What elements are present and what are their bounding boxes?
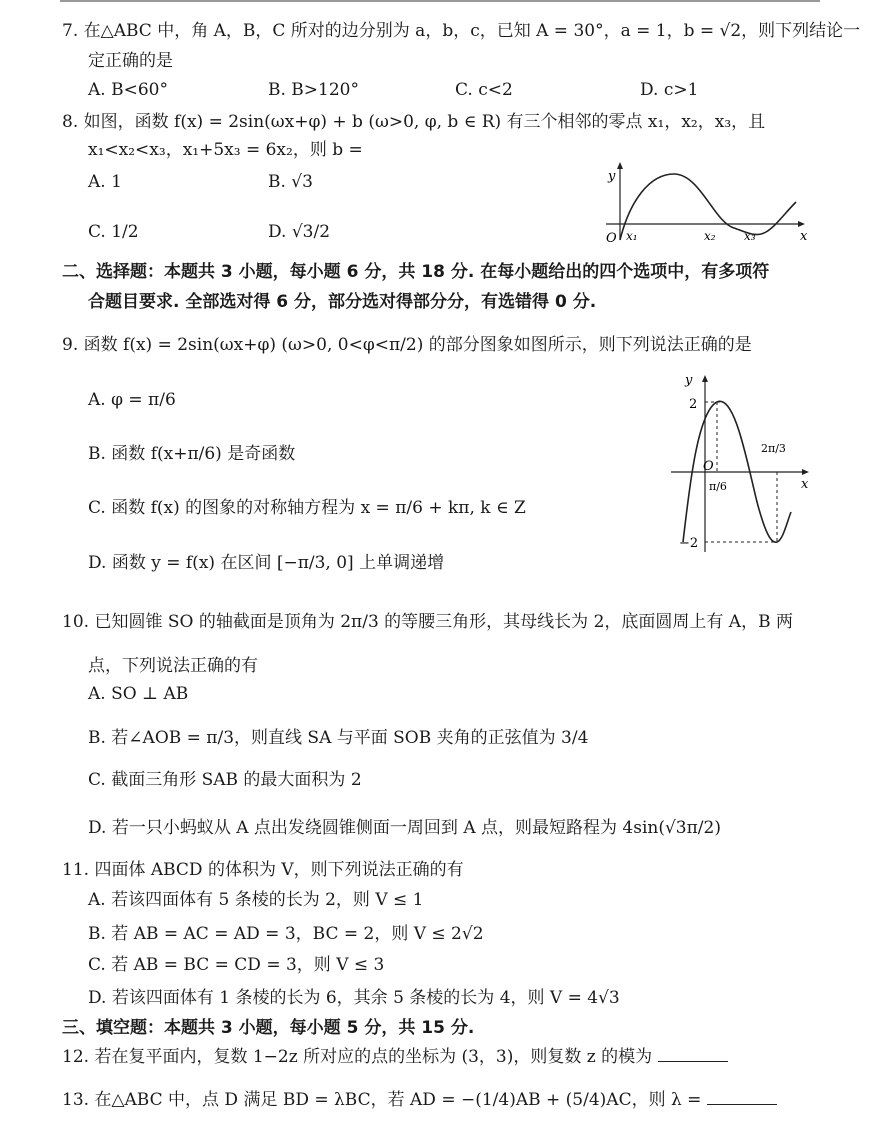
q13-text: 13. 在△ABC 中，点 D 满足 BD = λBC，若 AD = −(1/4)AB + (5/4)AC，则 λ = — [62, 1090, 702, 1110]
q9-option-a: A. φ = π/6 — [88, 390, 176, 410]
q8-option-b: B. √3 — [268, 172, 313, 192]
q12-answer-blank[interactable] — [658, 1047, 728, 1062]
section2-heading-line1: 二、选择题：本题共 3 小题，每小题 6 分，共 18 分. 在每小题给出的四个选项中，有多项符 — [62, 262, 770, 282]
q8-option-a: A. 1 — [88, 172, 122, 192]
q8-x-arrow — [798, 221, 805, 227]
q8-option-d: D. √3/2 — [268, 222, 331, 242]
q7-stem-line2: 定正确的是 — [88, 51, 173, 71]
q9-origin-label: O — [703, 459, 714, 474]
top-rule — [60, 0, 820, 2]
q9-graph — [665, 372, 815, 557]
q8-graph — [596, 160, 811, 250]
q9-x-arrow — [802, 469, 809, 475]
q11-stem: 11. 四面体 ABCD 的体积为 V，则下列说法正确的有 — [62, 860, 464, 880]
q8-option-c: C. 1/2 — [88, 222, 139, 242]
q11-option-c: C. 若 AB = BC = CD = 3，则 V ≤ 3 — [88, 955, 385, 975]
q13-answer-blank[interactable] — [707, 1090, 777, 1105]
q10-stem-line2: 点，下列说法正确的有 — [88, 656, 258, 676]
q8-x-label: x — [800, 229, 808, 244]
section2-heading-line2: 合题目要求. 全部选对得 6 分，部分选对得部分分，有选错得 0 分. — [88, 292, 597, 312]
q7-option-d: D. c>1 — [640, 80, 699, 100]
q10-option-c: C. 截面三角形 SAB 的最大面积为 2 — [88, 770, 362, 790]
q8-x2-label: x₂ — [704, 229, 716, 243]
q8-stem-line1: 8. 如图，函数 f(x) = 2sin(ωx+φ) + b (ω>0, φ, b ∈ R) 有三个相邻的零点 x₁，x₂，x₃，且 — [62, 112, 766, 132]
q9-ymax-label: 2 — [689, 397, 698, 412]
q8-x1-label: x₁ — [626, 229, 638, 243]
q9-x-label: x — [801, 477, 809, 492]
q8-x3-label: x₃ — [744, 229, 756, 243]
q8-y-label: y — [608, 169, 616, 184]
q9-2pi3-label: 2π/3 — [761, 442, 786, 455]
q8-origin-label: O — [606, 231, 617, 246]
q13-stem — [62, 1090, 777, 1111]
q9-stem: 9. 函数 f(x) = 2sin(ωx+φ) (ω>0, 0<φ<π/2) 的部分图象如图所示，则下列说法正确的是 — [62, 335, 752, 355]
q10-stem-line1: 10. 已知圆锥 SO 的轴截面是顶角为 2π/3 的等腰三角形，其母线长为 2，底面圆周上有 A，B 两 — [62, 612, 793, 632]
q7-option-a: A. B<60° — [88, 80, 168, 100]
q11-option-b: B. 若 AB = AC = AD = 3，BC = 2，则 V ≤ 2√2 — [88, 924, 484, 944]
q9-option-c: C. 函数 f(x) 的图象的对称轴方程为 x = π/6 + kπ, k ∈ Z — [88, 498, 526, 518]
q12-stem — [62, 1047, 728, 1068]
q9-pi6-label: π/6 — [709, 480, 727, 493]
q7-option-c: C. c<2 — [455, 80, 513, 100]
q11-option-d: D. 若该四面体有 1 条棱的长为 6，其余 5 条棱的长为 4，则 V = 4√3 — [88, 988, 620, 1008]
q10-option-a: A. SO ⊥ AB — [88, 684, 189, 704]
q9-y-arrow — [702, 375, 708, 382]
q11-option-a: A. 若该四面体有 5 条棱的长为 2，则 V ≤ 1 — [88, 890, 424, 910]
q10-option-b: B. 若∠AOB = π/3，则直线 SA 与平面 SOB 夹角的正弦值为 3/4 — [88, 728, 589, 748]
q8-y-arrow — [617, 162, 623, 169]
q10-option-d: D. 若一只小蚂蚁从 A 点出发绕圆锥侧面一周回到 A 点，则最短路程为 4sin(√3π/2) — [88, 818, 721, 838]
q12-text: 12. 若在复平面内，复数 1−2z 所对应的点的坐标为 (3，3)，则复数 z 的模为 — [62, 1047, 653, 1067]
q9-y-label: y — [685, 373, 693, 388]
q9-option-b: B. 函数 f(x+π/6) 是奇函数 — [88, 444, 296, 464]
q9-ymin-label: −2 — [679, 536, 699, 551]
section3-heading: 三、填空题：本题共 3 小题，每小题 5 分，共 15 分. — [62, 1018, 475, 1038]
q9-option-d: D. 函数 y = f(x) 在区间 [−π/3, 0] 上单调递增 — [88, 553, 445, 573]
q7-stem-line1: 7. 在△ABC 中，角 A，B，C 所对的边分别为 a，b，c，已知 A = 30°，a = 1，b = √2，则下列结论一 — [62, 21, 861, 41]
q7-option-b: B. B>120° — [268, 80, 359, 100]
q8-stem-line2: x₁<x₂<x₃，x₁+5x₃ = 6x₂，则 b = — [88, 140, 363, 160]
